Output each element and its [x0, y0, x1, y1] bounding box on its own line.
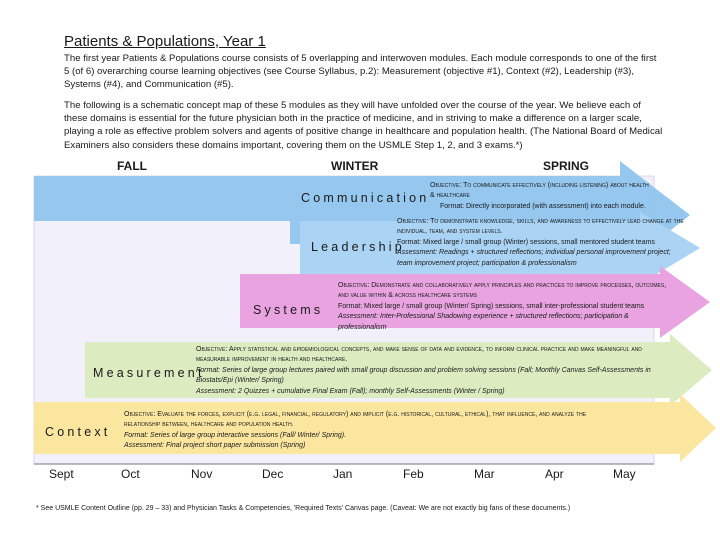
- module-measurement-name: Measurement: [93, 366, 205, 380]
- leadership-objective: Objective: To demonstrate knowledge, skills, and awareness to effectively lead change at the individual, team, and system levels.: [397, 218, 684, 236]
- season-fall: FALL: [117, 159, 147, 173]
- month-label: Nov: [191, 467, 213, 481]
- month-label: Mar: [474, 467, 495, 481]
- measurement-assessment: Assessment: 2 Quizzes + cumulative Final Exam (Fall); monthly Self-Assessments (Winter / Spring): [196, 387, 505, 395]
- module-context-name: Context: [45, 425, 111, 439]
- module-communication-details: [430, 181, 655, 212]
- month-label: Sept: [49, 467, 74, 481]
- month-label: Apr: [545, 467, 564, 481]
- measurement-objective: Objective: Apply statistical and epidemiological concepts, and make sense of data and evidence, to inform clinical practice and make meaningful and measurable improvement in health and healthcare.: [196, 346, 642, 364]
- leadership-assessment: Assessment: Readings + structured reflections; individual personal improvement project; team improvement project; participation & professionalism: [397, 249, 671, 267]
- module-systems-name: Systems: [253, 303, 324, 317]
- season-winter: WINTER: [331, 159, 379, 173]
- module-leadership-details: [397, 217, 687, 269]
- systems-format: Format: Mixed large / small group (Winter/ Spring) sessions, small inter-professional student teams: [338, 302, 645, 310]
- context-assessment: Assessment: Final project short paper submission (Spring): [124, 442, 306, 450]
- footnote: * See USMLE Content Outline (pp. 29 – 33) and Physician Tasks & Competencies, 'Required Texts' Canvas page. (Caveat: We are not exactly big fans of these documents.): [36, 505, 571, 512]
- module-measurement-details: [196, 345, 666, 397]
- month-label: May: [613, 467, 636, 481]
- context-format: Format: Series of large group interactive sessions (Fall/ Winter/ Spring).: [124, 431, 347, 439]
- page-title: Patients & Populations, Year 1: [64, 33, 266, 50]
- systems-objective: Objective: Demonstrate and collaboratively apply principles and practices to improve processes, outcomes, and value within & across healthcare systems: [338, 282, 667, 300]
- module-leadership-name: Leadership: [311, 240, 405, 254]
- month-label: Jan: [333, 467, 353, 481]
- measurement-format: Format: Series of large group lectures paired with small group discussion and problem solving sessions (Fall; Monthly Canvas Self-Assessments in Biostats/Epi (Winter/ Spring): [196, 366, 651, 385]
- module-systems-details: [338, 281, 668, 333]
- leadership-format: Format: Mixed large / small group (Winter) sessions, small mentored student teams: [397, 238, 655, 246]
- month-label: Feb: [403, 467, 424, 481]
- module-communication-name: Communication: [301, 191, 430, 205]
- intro-paragraph: The first year Patients & Populations course consists of 5 overlapping and interwoven modules. Each module corresponds to one of the first 5 (of 6) overarching course learning objectives (see Course Syllabus, p.2): Measurement (objective #1), Context (#2), Leadership (#3), Systems (#4), and Communication (#5).: [64, 53, 657, 91]
- month-label: Dec: [262, 467, 284, 481]
- module-context-details: [124, 410, 609, 452]
- systems-assessment: Assessment: Inter-Professional Shadowing experience + structured reflections; participation & professionalism: [338, 313, 629, 331]
- season-spring: SPRING: [543, 159, 590, 173]
- context-objective: Objective: Evaluate the forces, explicit (e.g. legal, financial, regulatory) and implicit (e.g. historical, cultural, ethical), that influence, and analyze the relationship between, healthcare and population health.: [124, 411, 587, 429]
- communication-objective: Objective: To communicate effectively (including listening) about health & healthcare: [430, 182, 649, 200]
- month-label: Oct: [121, 467, 140, 481]
- concept-map-paragraph: The following is a schematic concept map of these 5 modules as they will have unfolded over the course of the year. We believe each of these domains is essential for the future physician both in the practice of medicine, and in striving to make a difference on a larger scale, playing a role as effective problem solvers and agents of positive change in healthcare and population health. (The National Board of Medical Examiners also considers these domains important, covering them on the USMLE Step 1, 2, and 3 exams.*): [64, 100, 663, 151]
- communication-format: Format: Directly incorporated (with assessment) into each module.: [440, 202, 646, 210]
